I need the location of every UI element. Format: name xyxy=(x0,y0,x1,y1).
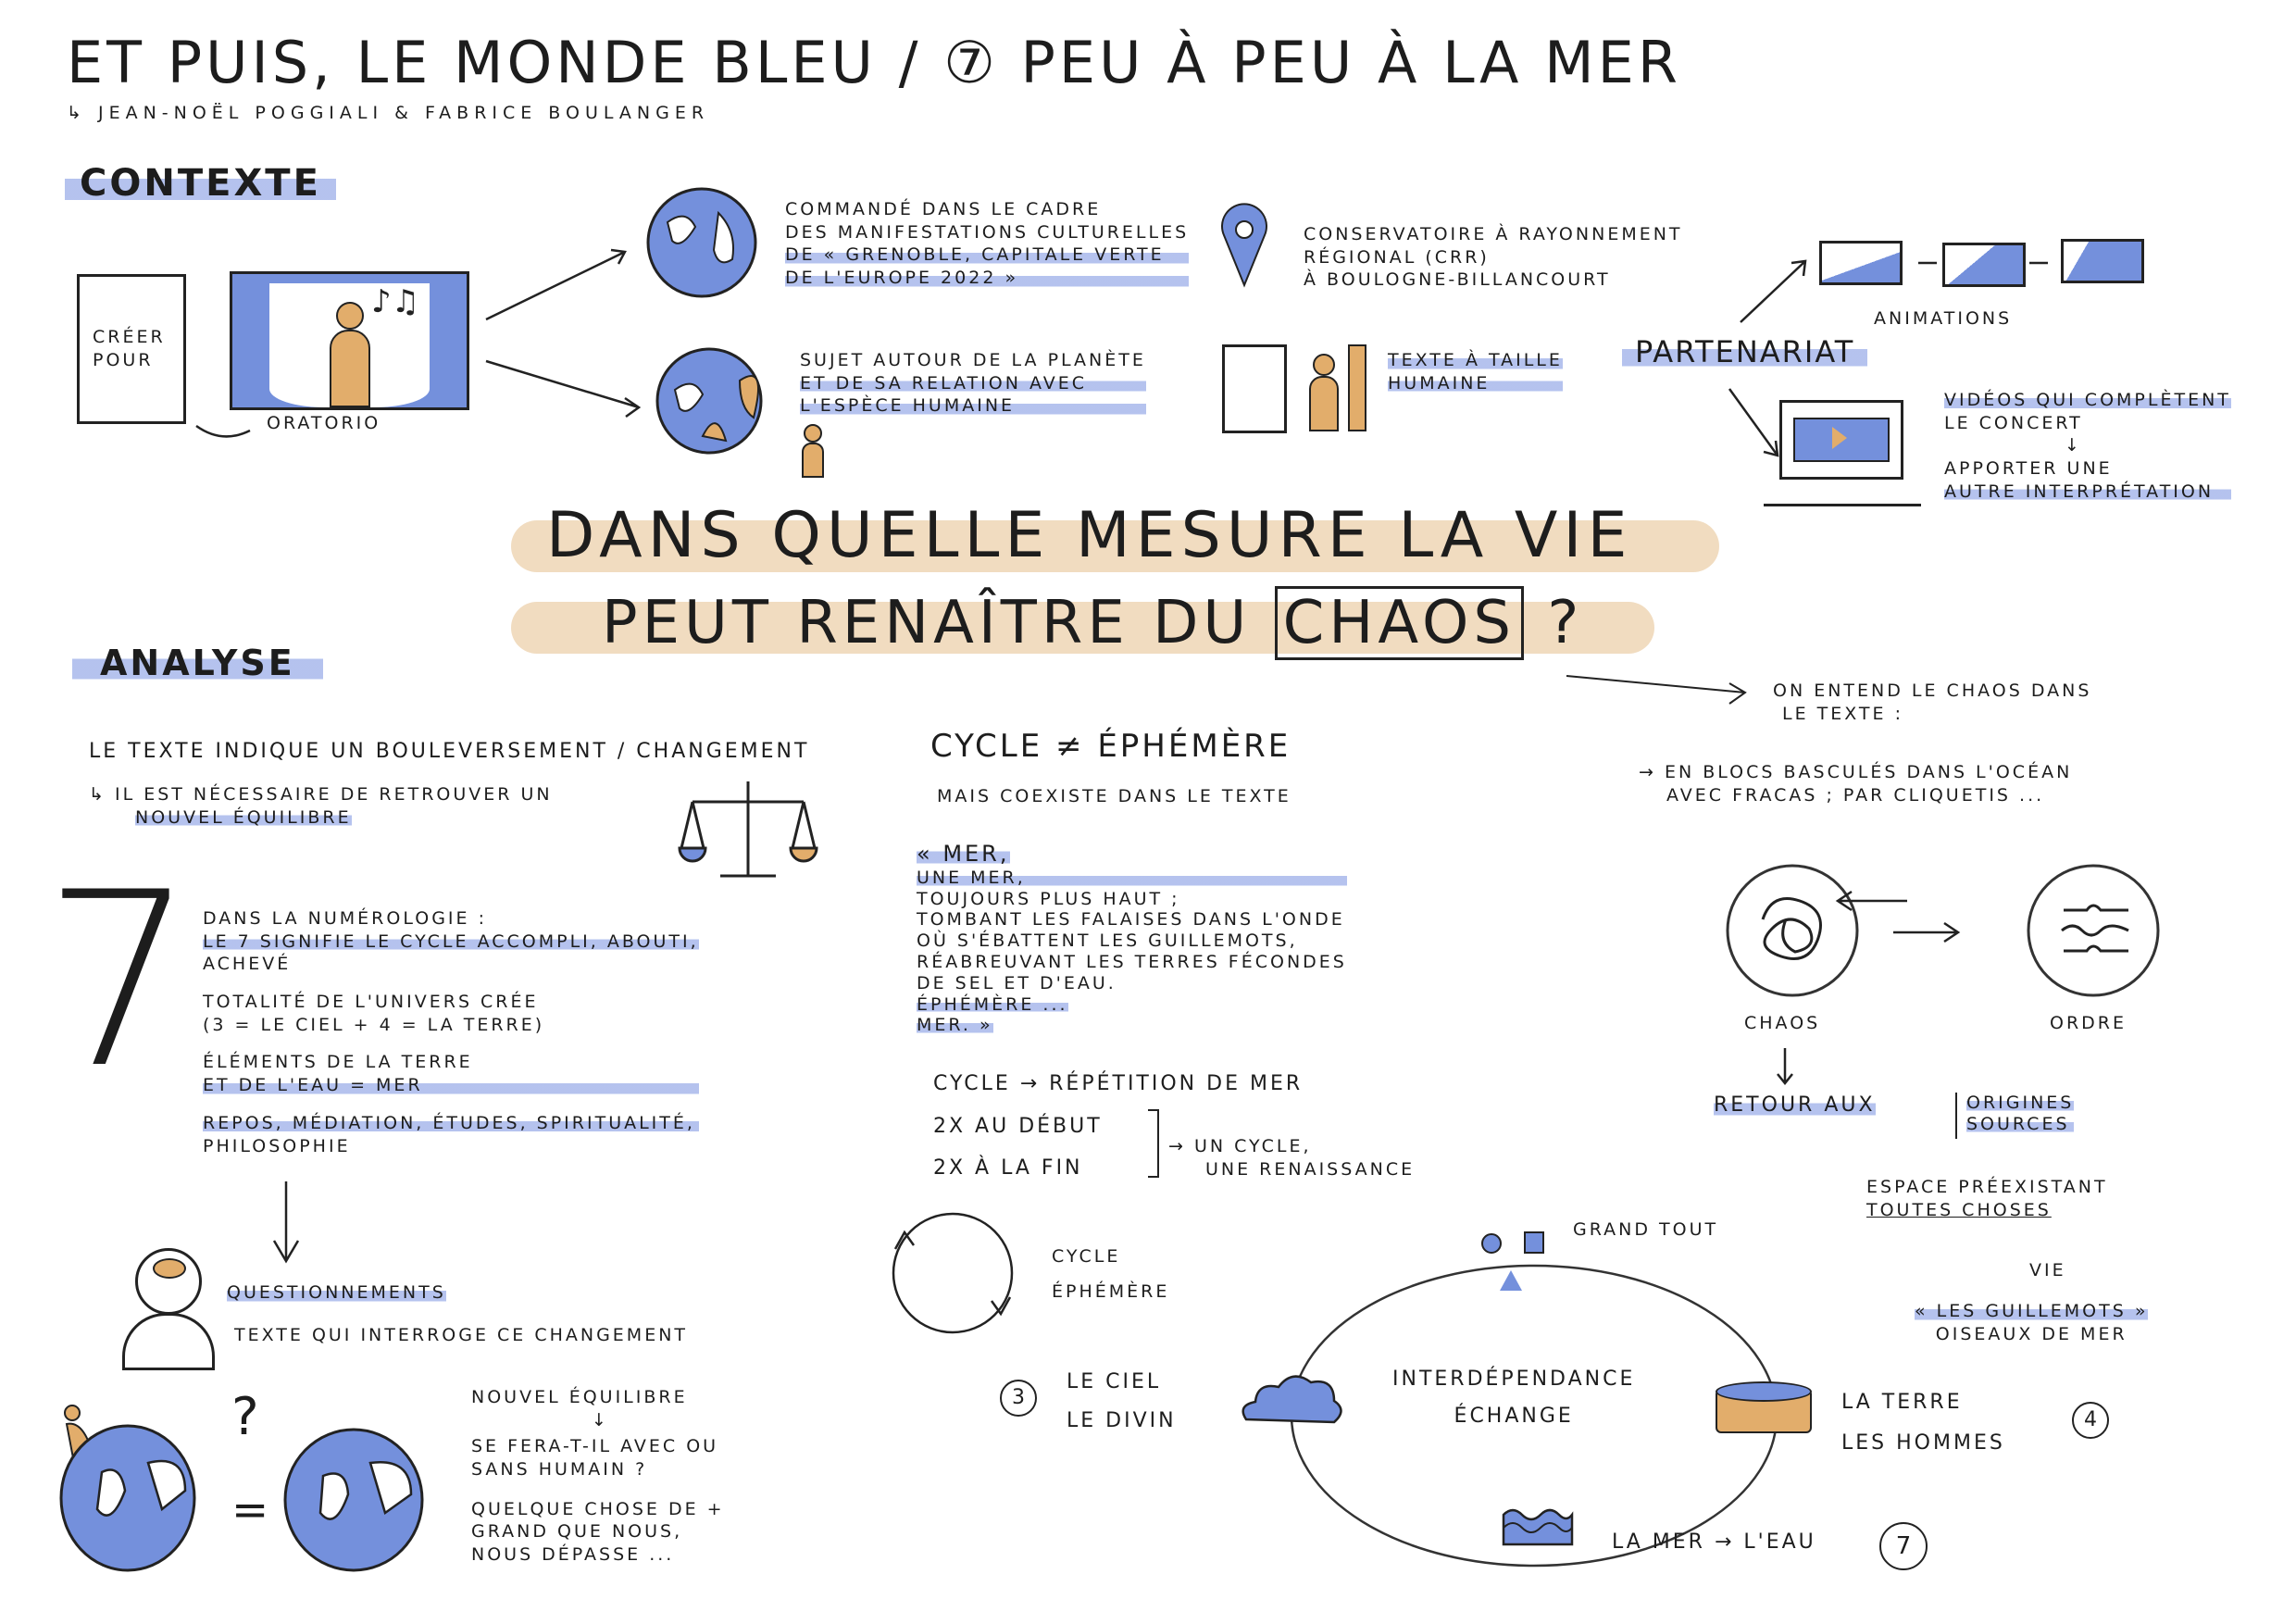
singer-icon xyxy=(336,302,364,330)
mer-number-badge: 7 xyxy=(1879,1522,1928,1570)
section-heading-analyse: ANALYSE xyxy=(72,641,323,686)
poem-quote: « MER, UNE MER, TOUJOURS PLUS HAUT ; TOMBANT LES FALAISES DANS L'ONDE OÙ S'ÉBATTENT LES GUILLEMOTS, RÉABREUVANT LES TERRES FÉCONDES DE SEL ET D'EAU. ÉPHÉMÈRE ... MER. » xyxy=(917,841,1347,1036)
interroge-text: TEXTE QUI INTERROGE CE CHANGEMENT xyxy=(234,1325,689,1345)
doc-label: CRÉER POUR xyxy=(93,327,166,370)
ciel-number-badge: 3 xyxy=(1000,1380,1037,1417)
chaos-boxed-word: CHAOS xyxy=(1275,586,1524,660)
cycle-circle-icon xyxy=(892,1212,1017,1338)
ruler-icon xyxy=(1348,344,1366,431)
small-person-icon xyxy=(804,424,822,443)
debut-text: 2X AU DÉBUT xyxy=(933,1115,1103,1138)
terre-number-badge: 4 xyxy=(2072,1402,2109,1439)
entend-text: ON ENTEND LE CHAOS DANS LE TEXTE : xyxy=(1773,681,2092,724)
person-icon xyxy=(1313,354,1335,376)
sea-waves-icon xyxy=(1502,1505,1574,1546)
grand-tout-shapes-icon xyxy=(1481,1233,1502,1254)
texte-indique: LE TEXTE INDIQUE UN BOULEVERSEMENT / CHANGEMENT xyxy=(89,740,810,763)
fin-text: 2X À LA FIN xyxy=(933,1156,1083,1180)
chaos-label: CHAOS xyxy=(1744,1013,1821,1033)
videos-text: VIDÉOS QUI COMPLÈTENT LE CONCERT ↓ APPORTER UNE AUTRE INTERPRÉTATION xyxy=(1944,390,2231,502)
globe-with-human-icon xyxy=(56,1398,213,1574)
music-note-icon: ♪♫ xyxy=(371,283,420,320)
text-document-icon xyxy=(1222,344,1287,433)
mer-label: LA MER → L'EAU xyxy=(1612,1530,1816,1554)
questionnements-label: QUESTIONNEMENTS xyxy=(227,1282,446,1303)
question-mark: ? xyxy=(231,1387,262,1447)
thinking-person-icon xyxy=(135,1248,202,1315)
central-question-line1: DANS QUELLE MESURE LA VIE xyxy=(546,499,1633,572)
bracket xyxy=(1148,1109,1159,1178)
divider xyxy=(1955,1093,1957,1139)
ordre-label: ORDRE xyxy=(2050,1013,2127,1033)
oratorio-label: ORATORIO xyxy=(267,413,381,433)
coexiste-text: MAIS COEXISTE DANS LE TEXTE xyxy=(937,786,1292,806)
animation-frame-2 xyxy=(1942,243,2026,287)
number-seven: 7 xyxy=(43,842,196,1121)
play-icon xyxy=(1832,427,1847,449)
renaissance-text: → UN CYCLE, UNE RENAISSANCE xyxy=(1168,1136,1416,1180)
animations-label: ANIMATIONS xyxy=(1874,308,2013,329)
sujet-text: SUJET AUTOUR DE LA PLANÈTE ET DE SA RELATION AVEC L'ESPÈCE HUMAINE xyxy=(800,350,1146,417)
retour-text: RETOUR AUX xyxy=(1714,1093,1876,1119)
ciel-label: LE CIEL LE DIVIN xyxy=(1067,1370,1177,1432)
balance-scale-icon xyxy=(674,774,822,885)
cycle-heading: CYCLE ≠ ÉPHÉMÈRE xyxy=(930,728,1292,765)
location-pin-icon xyxy=(1220,207,1268,287)
stage-icon xyxy=(230,271,469,410)
espace-text: ESPACE PRÉEXISTANT TOUTES CHOSES xyxy=(1866,1177,2108,1220)
necessaire-text: ↳ IL EST NÉCESSAIRE DE RETROUVER UN NOUVEL ÉQUILIBRE xyxy=(89,784,553,828)
partenariat-label: PARTENARIAT xyxy=(1622,333,1867,372)
chaos-scribble-icon xyxy=(1726,864,1861,999)
globe-icon xyxy=(644,185,759,300)
central-question-line2: PEUT RENAÎTRE DU CHAOS ? xyxy=(602,585,1583,662)
repetition-text: CYCLE → RÉPÉTITION DE MER xyxy=(933,1072,1304,1095)
animation-frame-1 xyxy=(1819,241,1903,285)
commande-text: COMMANDÉ DANS LE CADRE DES MANIFESTATIONS CULTURELLES DE « GRENOBLE, CAPITALE VERTE DE L'EUROPE 2022 » xyxy=(785,199,1190,289)
exchange-arrows-icon xyxy=(0,0,1,1)
authors: ↳ JEAN-NOËL POGGIALI & FABRICE BOULANGER xyxy=(67,103,710,123)
numerologie-text: DANS LA NUMÉROLOGIE : LE 7 SIGNIFIE LE CYCLE ACCOMPLI, ABOUTI, ACHEVÉ TOTALITÉ DE L'UNIVERS CRÉE (3 = LE CIEL + 4 = LA TERRE) ÉLÉMENTS DE LA TERRE ET DE L'EAU = MER REPOS, MÉDIATION, ÉTUDES, SPIRITUALITÉ, PHILOSOPHIE xyxy=(203,908,699,1156)
burning-globe-icon xyxy=(652,344,772,455)
equals-sign: = xyxy=(231,1484,272,1536)
laptop-icon xyxy=(1779,400,1903,480)
animation-frame-3 xyxy=(2061,239,2144,283)
earth-cylinder-icon xyxy=(1716,1389,1812,1433)
page-title: ET PUIS, LE MONDE BLEU / ⑦ PEU À PEU À LA MER xyxy=(67,29,1681,96)
nouvel-equilibre-question: NOUVEL ÉQUILIBRE ↓ SE FERA-T-IL AVEC OU SANS HUMAIN ? QUELQUE CHOSE DE + GRAND QUE NOUS, NOUS DÉPASSE ... xyxy=(471,1387,725,1566)
interdependance-center: INTERDÉPENDANCE ÉCHANGE xyxy=(1392,1368,1636,1428)
blocs-text: → EN BLOCS BASCULÉS DANS L'OCÉAN AVEC FRACAS ; PAR CLIQUETIS ... xyxy=(1639,762,2073,806)
origines-sources: ORIGINES SOURCES xyxy=(1966,1093,2075,1134)
globe-icon xyxy=(281,1430,430,1578)
ordre-waves-icon xyxy=(2027,864,2162,999)
vie-label: VIE xyxy=(2029,1260,2066,1280)
terre-label: LA TERRE LES HOMMES xyxy=(1841,1391,2005,1455)
grand-tout-label: GRAND TOUT xyxy=(1573,1219,1719,1240)
lieu-text: CONSERVATOIRE À RAYONNEMENT RÉGIONAL (CRR) À BOULOGNE-BILLANCOURT xyxy=(1304,224,1683,291)
section-heading-contexte: CONTEXTE xyxy=(65,159,336,207)
texte-taille-text: TEXTE À TAILLE HUMAINE xyxy=(1388,350,1563,394)
cloud-icon xyxy=(1237,1368,1348,1433)
cycle-ephemere-label: CYCLE ÉPHÉMÈRE xyxy=(1052,1246,1170,1302)
guillemots-text: « LES GUILLEMOTS » OISEAUX DE MER xyxy=(1915,1301,2149,1344)
